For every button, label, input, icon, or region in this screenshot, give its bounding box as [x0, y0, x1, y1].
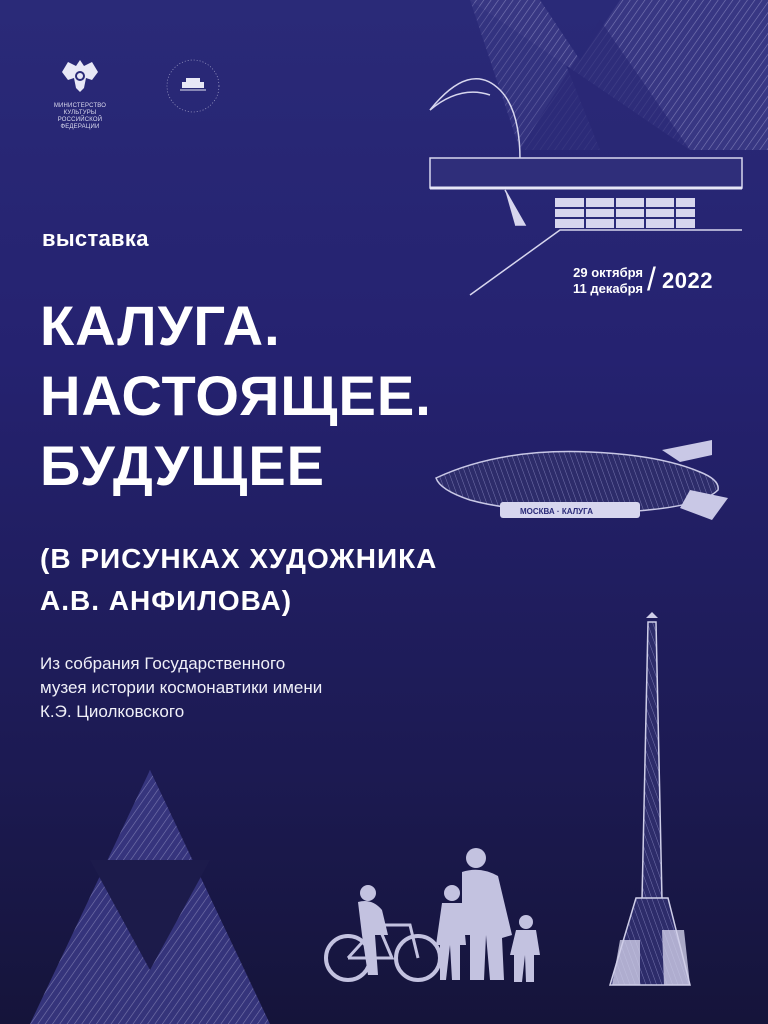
museum-logo	[158, 56, 228, 116]
title-line-1: КАЛУГА.	[40, 294, 281, 357]
obelisk-sketch	[610, 612, 690, 985]
eagle-emblem-icon	[40, 54, 120, 98]
top-triangle-art	[470, 0, 768, 150]
caption-line-3: К.Э. Циолковского	[40, 702, 185, 721]
exhibition-year: 2022	[662, 268, 713, 293]
end-date: 11 декабря	[573, 281, 643, 296]
caption-line-1: Из собрания Государственного	[40, 654, 286, 673]
exhibition-kicker: выставка	[42, 226, 149, 251]
title-line-2: НАСТОЯЩЕЕ.	[40, 364, 432, 427]
bottom-triangle-art	[30, 770, 270, 1024]
title-line-3: БУДУЩЕЕ	[40, 434, 326, 497]
ministry-name-line2: РОССИЙСКОЙ ФЕДЕРАЦИИ	[57, 117, 103, 130]
caption-line-2: музея истории космонавтики имени	[40, 678, 323, 697]
ministry-logo	[40, 54, 120, 131]
exhibition-dates	[553, 265, 643, 297]
airship-sketch	[436, 440, 728, 520]
ministry-name-line1: МИНИСТЕРСТВО КУЛЬТУРЫ	[53, 103, 107, 116]
people-silhouettes	[326, 848, 540, 982]
subtitle-line-1: (В РИСУНКАХ ХУДОЖНИКА	[40, 543, 438, 574]
museum-emblem-icon	[158, 56, 228, 116]
date-separator: /	[647, 261, 656, 297]
airship-label: МОСКВА · КАЛУГА	[520, 507, 593, 516]
subtitle-line-2: А.В. АНФИЛОВА)	[40, 585, 293, 616]
start-date: 29 октября	[573, 265, 643, 280]
